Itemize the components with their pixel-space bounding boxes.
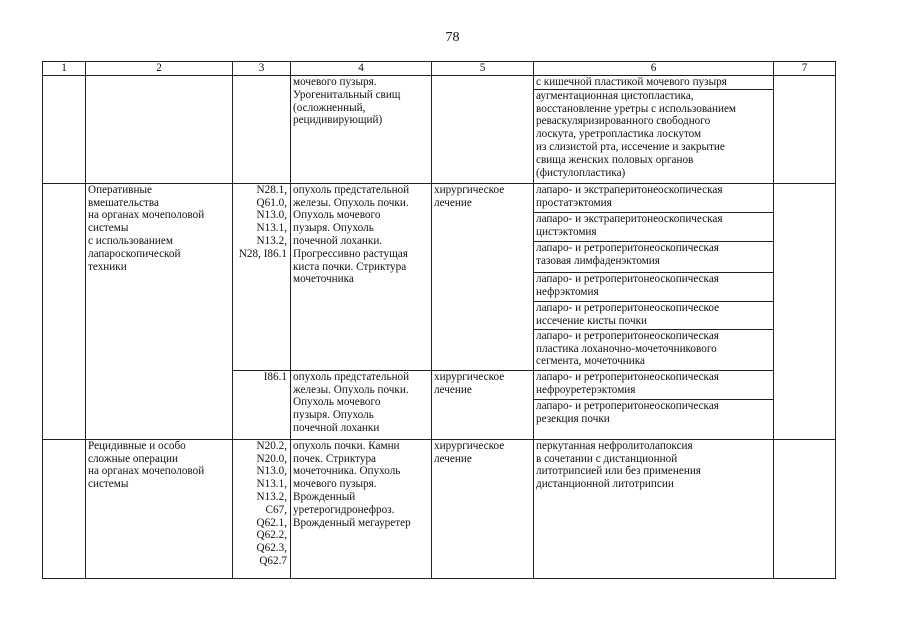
diagnosis-cell: опухоль предстательной железы. Опухоль почки. Опухоль мочевого пузыря. Опухоль почечной лоханки. Прогрессивно растущая киста почки. Стриктура мочеточника bbox=[291, 183, 432, 370]
method-cell: лапаро- и ретроперитонеоскопическая резекция почки bbox=[534, 399, 774, 439]
method-cell: лапаро- и ретроперитонеоскопическая нефрэктомия bbox=[534, 272, 774, 301]
cell-c5 bbox=[432, 76, 534, 184]
icd-codes-cell: I86.1 bbox=[233, 370, 291, 439]
method-cell: аугментационная цистопластика, восстановление уретры с использованием реваскуляризированного свободного лоскута, уретропластика лоскутом из слизистой рта, иссечение и закрытие свища женских половых органов (фистулопластика) bbox=[534, 89, 774, 183]
cell-c7 bbox=[774, 439, 836, 578]
cell-c3 bbox=[233, 76, 291, 184]
method-cell: с кишечной пластикой мочевого пузыря bbox=[534, 76, 774, 90]
table-row bbox=[43, 183, 836, 212]
header-row bbox=[43, 62, 836, 76]
method-cell: перкутанная нефролитолапоксия в сочетании с дистанционной литотрипсией или без применения дистанционной литотрипсии bbox=[534, 439, 774, 578]
col-header-2: 2 bbox=[86, 62, 233, 76]
table-row bbox=[43, 76, 836, 90]
cell-c7 bbox=[774, 76, 836, 184]
col-header-4: 4 bbox=[291, 62, 432, 76]
diagnosis-cell: мочевого пузыря. Урогенитальный свищ (осложненный, рецидивирующий) bbox=[291, 76, 432, 184]
page-number: 78 bbox=[445, 30, 460, 45]
method-cell: лапаро- и ретроперитонеоскопическая нефроуретерэктомия bbox=[534, 370, 774, 399]
method-cell: лапаро- и ретроперитонеоскопическая тазовая лимфаденэктомия bbox=[534, 241, 774, 272]
col-header-1: 1 bbox=[43, 62, 86, 76]
table-row bbox=[43, 439, 836, 578]
cell-c7 bbox=[774, 183, 836, 439]
method-cell: лапаро- и ретроперитонеоскопическое иссечение кисты почки bbox=[534, 301, 774, 329]
cell-c1 bbox=[43, 183, 86, 439]
icd-codes-cell: N20.2, N20.0, N13.0, N13.1, N13.2, C67, Q62.1, Q62.2, Q62.3, Q62.7 bbox=[233, 439, 291, 578]
diagnosis-cell: опухоль предстательной железы. Опухоль почки. Опухоль мочевого пузыря. Опухоль почечной лоханки bbox=[291, 370, 432, 439]
treatment-type-cell: хирургическое лечение bbox=[432, 183, 534, 370]
cell-c1 bbox=[43, 439, 86, 578]
section-name-cell: Оперативные вмешательства на органах мочеполовой системы с использованием лапароскопической техники bbox=[86, 183, 233, 439]
col-header-6: 6 bbox=[534, 62, 774, 76]
method-cell: лапаро- и ретроперитонеоскопическая пластика лоханочно-мочеточникового сегмента, мочеточника bbox=[534, 329, 774, 370]
method-cell: лапаро- и экстраперитонеоскопическая цистэктомия bbox=[534, 212, 774, 241]
treatment-type-cell: хирургическое лечение bbox=[432, 439, 534, 578]
cell-c2 bbox=[86, 76, 233, 184]
col-header-7: 7 bbox=[774, 62, 836, 76]
col-header-3: 3 bbox=[233, 62, 291, 76]
diagnosis-cell: опухоль почки. Камни почек. Стриктура мочеточника. Опухоль мочевого пузыря. Врожденный уретерогидронефроз. Врожденный мегауретер bbox=[291, 439, 432, 578]
cell-c1 bbox=[43, 76, 86, 184]
icd-codes-cell: N28.1, Q61.0, N13.0, N13.1, N13.2, N28, I86.1 bbox=[233, 183, 291, 370]
treatment-type-cell: хирургическое лечение bbox=[432, 370, 534, 439]
col-header-5: 5 bbox=[432, 62, 534, 76]
medical-services-table bbox=[42, 61, 836, 579]
section-name-cell: Рецидивные и особо сложные операции на органах мочеполовой системы bbox=[86, 439, 233, 578]
method-cell: лапаро- и экстраперитонеоскопическая простатэктомия bbox=[534, 183, 774, 212]
